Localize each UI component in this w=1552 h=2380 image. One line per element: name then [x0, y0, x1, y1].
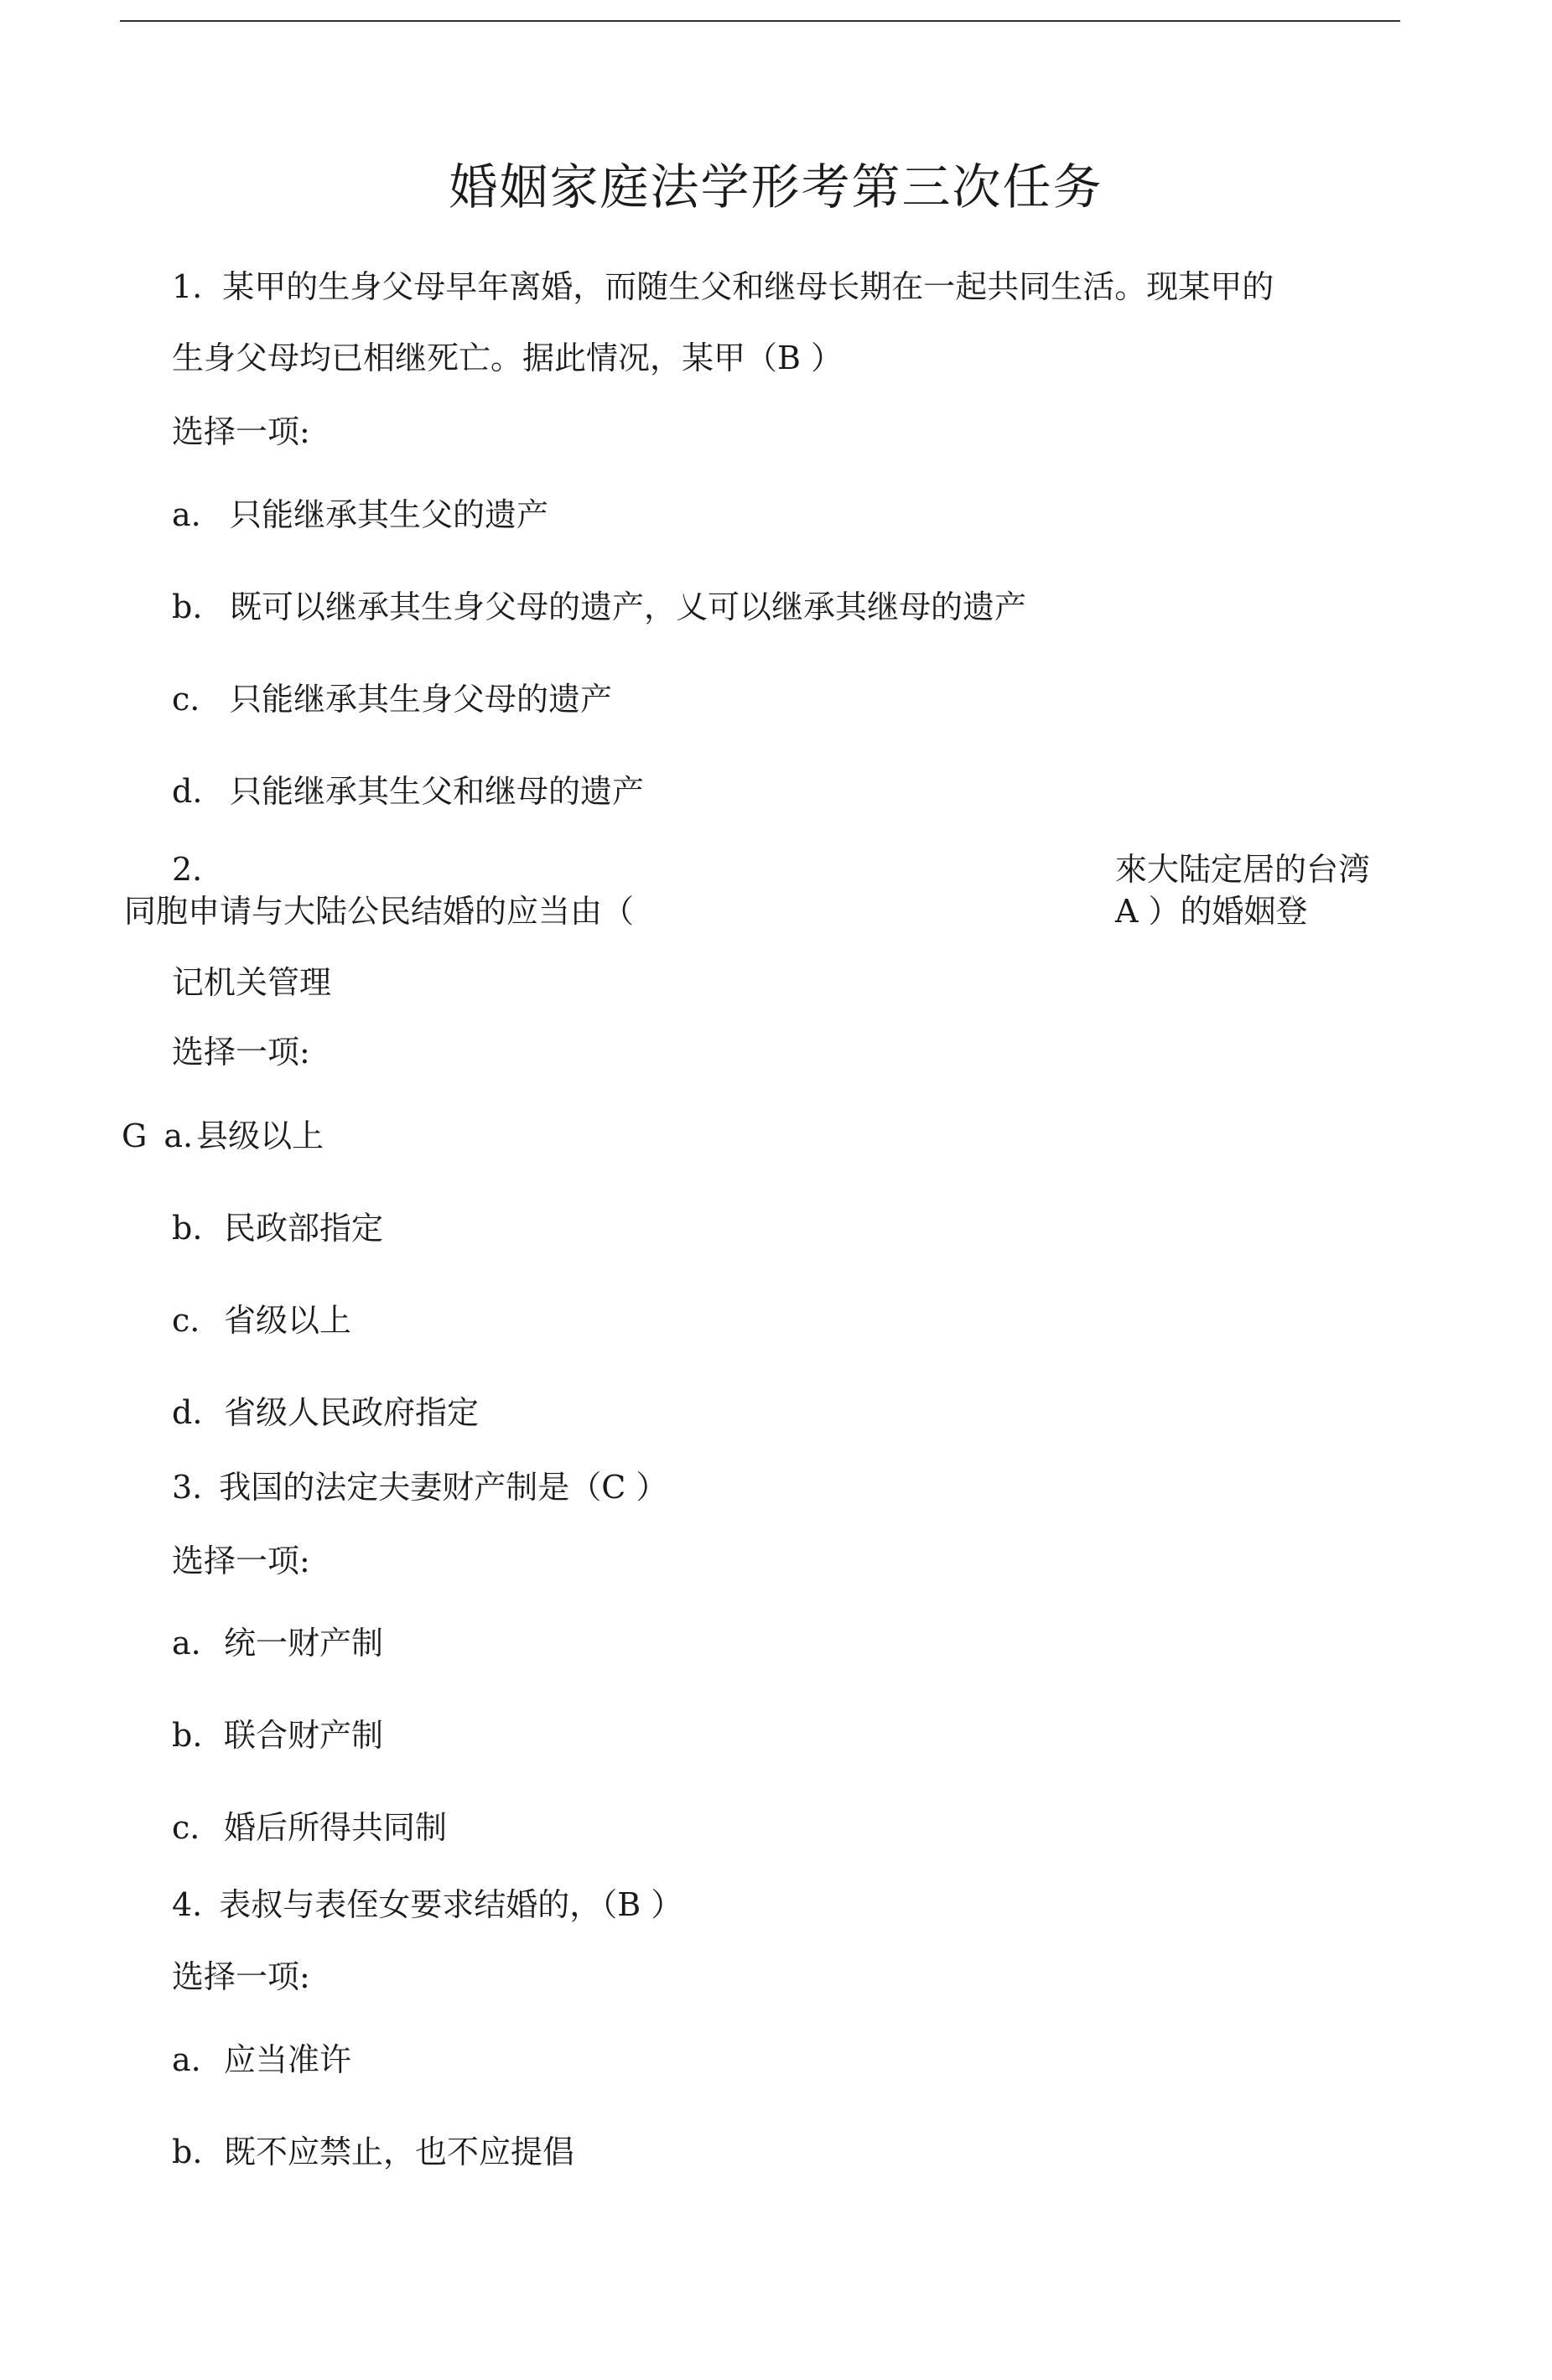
question-2-number: 2.: [172, 851, 203, 888]
question-2-option-c[interactable]: [172, 1298, 351, 1343]
question-2-option-d[interactable]: [172, 1390, 479, 1435]
option-text: 省级人民政府指定: [224, 1394, 480, 1431]
option-text: 既不应禁止，也不应提倡: [224, 2134, 575, 2170]
question-3-choose-prompt: 选择一项:: [172, 1543, 310, 1579]
option-key: c.: [172, 681, 200, 718]
option-key: c.: [172, 1809, 200, 1846]
question-4-line-1: [172, 1882, 683, 1927]
option-text: 只能继承其生父和继母的遗产: [230, 773, 645, 810]
option-text: 联合财产制: [224, 1717, 384, 1754]
option-key: b.: [172, 1717, 203, 1754]
question-2-choose-prompt: 选择一项:: [172, 1034, 310, 1071]
question-1-option-c[interactable]: [172, 677, 612, 722]
question-1-option-a[interactable]: [172, 492, 548, 537]
option-key: a.: [172, 2041, 201, 2078]
question-2-option-a[interactable]: [122, 1113, 324, 1159]
option-text: 民政部指定: [224, 1210, 384, 1247]
option-text: 应当准许: [224, 2041, 352, 2078]
question-1-option-d[interactable]: [172, 769, 644, 814]
option-key: b.: [172, 2134, 203, 2170]
option-text: 婚后所得共同制: [224, 1809, 448, 1846]
option-key: c.: [172, 1302, 200, 1339]
question-3-option-a[interactable]: [172, 1620, 383, 1666]
question-1-text: 某甲的生身父母早年离婚，而随生父和继母长期在一起共同生活。现某甲的: [222, 268, 1274, 305]
selected-marker: G: [122, 1117, 148, 1154]
question-3-option-c[interactable]: [172, 1805, 447, 1850]
question-3-text: 我国的法定夫妻财产制是（C ）: [219, 1469, 668, 1506]
question-2-text-left-2: 同胞申请与大陆公民结婚的应当由（: [124, 893, 635, 930]
option-key: b.: [172, 1210, 203, 1247]
question-1-line-1: [172, 264, 1274, 309]
option-text: 统一财产制: [224, 1625, 384, 1662]
question-4-choose-prompt: 选择一项:: [172, 1958, 310, 1995]
option-text: 既可以继承其生身父母的遗产，乂可以继承其继母的遗产: [230, 589, 1027, 625]
question-1-choose-prompt: 选择一项:: [172, 413, 310, 450]
page-title: 婚姻家庭法学形考第三次任务: [449, 158, 1103, 215]
question-4-option-a[interactable]: [172, 2037, 351, 2082]
header-rule: [120, 20, 1400, 22]
question-4-text: 表叔与表侄女要求结婚的，（B ）: [219, 1886, 683, 1923]
question-3-number: 3.: [172, 1469, 203, 1506]
option-text: 县级以上: [196, 1117, 324, 1154]
question-3-line-1: [172, 1465, 667, 1510]
option-key: d.: [172, 1394, 203, 1431]
question-4-number: 4.: [172, 1886, 203, 1923]
option-text: 只能继承其生父的遗产: [230, 496, 549, 533]
question-2-line-3: 记机关管理: [172, 964, 332, 1001]
question-2-option-b[interactable]: [172, 1206, 383, 1251]
question-4-option-b[interactable]: [172, 2129, 574, 2175]
question-1-option-b[interactable]: [172, 584, 1026, 630]
question-1-number: 1.: [172, 268, 203, 305]
question-2-text-right-1: 來大陆定居的台湾: [1115, 851, 1371, 888]
question-3-option-b[interactable]: [172, 1713, 383, 1758]
question-1-line-2: 生身父母均已相继死亡。据此情况，某甲（B ）: [172, 340, 843, 376]
option-text: 只能继承其生身父母的遗产: [230, 681, 613, 718]
option-key: a.: [164, 1117, 194, 1154]
option-key: a.: [172, 1625, 201, 1662]
option-text: 省级以上: [224, 1302, 352, 1339]
option-key: d.: [172, 773, 203, 810]
option-key: b.: [172, 589, 203, 625]
question-2-text-right-2: A ）的婚姻登: [1115, 893, 1308, 930]
option-key: a.: [172, 496, 201, 533]
